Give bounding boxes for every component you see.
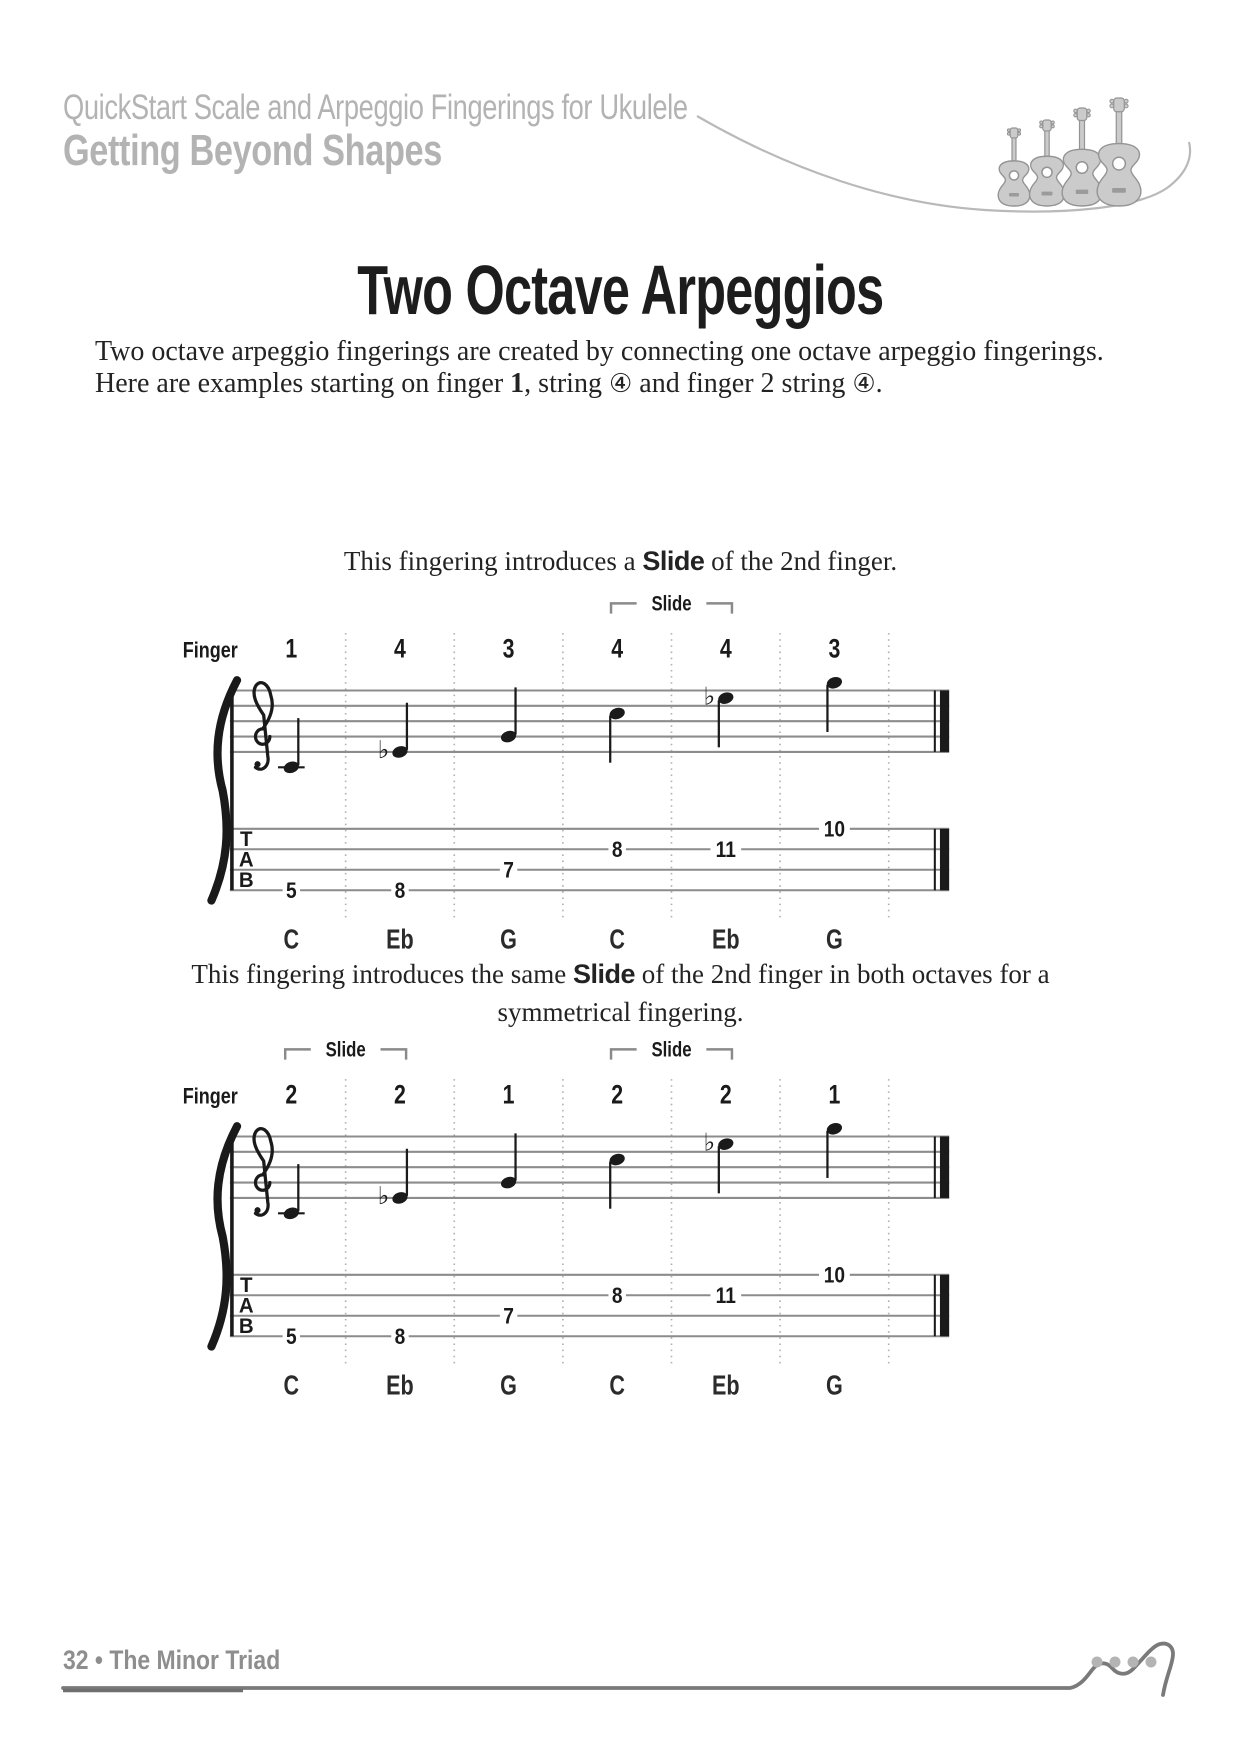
uke-bridge	[1042, 192, 1053, 196]
tab-clef: B	[238, 1314, 254, 1339]
note-name: C	[283, 1371, 300, 1402]
uke-peg	[1110, 104, 1114, 108]
uke-body	[998, 161, 1030, 206]
note-name: G	[500, 1371, 517, 1402]
uke-neck	[1012, 136, 1016, 164]
ukulele-decoration	[640, 78, 1210, 228]
bullet-icon: •	[94, 1645, 103, 1675]
uke-peg	[1124, 99, 1128, 103]
note-name: C	[283, 925, 300, 956]
intro-text: , string	[524, 368, 609, 400]
flat-icon: ♭	[377, 1181, 390, 1211]
header-subtitle-row	[63, 126, 549, 176]
page-title: Two Octave Arpeggios	[357, 251, 884, 329]
uke-bridge	[1112, 188, 1126, 193]
finger-number: 4	[394, 634, 406, 665]
treble-clef-icon	[254, 1129, 272, 1216]
flat-icon: ♭	[703, 1127, 716, 1157]
tab-clef: B	[238, 868, 254, 893]
ukulele-icon	[998, 128, 1030, 206]
finger-number: 2	[394, 1080, 406, 1111]
caption-text: This fingering introduces a	[343, 546, 643, 576]
intro-text: and finger 2 string	[632, 368, 853, 400]
uke-peg	[1040, 125, 1043, 128]
uke-peg	[1124, 104, 1128, 108]
tab-fret-number: 7	[503, 1304, 514, 1329]
finger-number: 1	[285, 634, 298, 665]
uke-peg	[1110, 99, 1114, 103]
uke-peg	[1040, 121, 1043, 124]
uke-bridge	[1076, 190, 1088, 194]
finger-number: 1	[828, 1080, 841, 1111]
uke-body	[1062, 149, 1102, 206]
uke-peg	[1018, 132, 1021, 135]
uke-peg	[1074, 113, 1077, 116]
intro-paragraph	[95, 336, 1105, 401]
uke-headstock	[1043, 120, 1051, 131]
note-name: Eb	[712, 925, 740, 956]
uke-bridge	[1009, 193, 1019, 196]
caption-text: of the 2nd finger in both octaves for a symmetrical fingering.	[497, 959, 1050, 1027]
tab-clef: A	[238, 848, 254, 872]
uke-peg	[1007, 129, 1010, 132]
note-name: G	[500, 925, 517, 956]
note-name: Eb	[712, 1371, 740, 1402]
uke-peg	[1074, 109, 1077, 112]
uke-soundhole	[1076, 162, 1088, 174]
final-barline-thick	[940, 690, 949, 751]
tab-fret-number: 5	[286, 1324, 297, 1350]
uke-headstock	[1010, 128, 1018, 138]
finger-number: 4	[611, 634, 624, 665]
book-subtitle: Getting Beyond Shapes	[63, 126, 442, 175]
uke-peg	[1007, 132, 1010, 135]
tab-fret-number: 8	[394, 878, 406, 904]
music-system-2	[168, 1034, 968, 1408]
page-title-row	[0, 250, 1241, 330]
circled-string-4-icon: ④	[608, 369, 633, 400]
uke-peg	[1087, 113, 1090, 116]
treble-clef-dot	[254, 761, 260, 767]
finger-number: 4	[719, 634, 732, 665]
tab-fret-number: 10	[823, 1263, 846, 1288]
finger-number: 1	[502, 1080, 515, 1111]
footer-swoosh	[63, 1644, 1173, 1695]
chapter-name: The Minor Triad	[109, 1645, 281, 1675]
slide-label: Slide	[651, 1038, 692, 1063]
uke-headstock	[1114, 98, 1125, 112]
footer-dot	[1146, 1657, 1157, 1668]
caption-text: This fingering introduces the same	[191, 959, 573, 989]
intro-text: .	[875, 368, 883, 400]
finger-number-bold: 1	[510, 368, 525, 400]
circled-string-4-icon: ④	[852, 369, 876, 400]
intro-text: Two octave arpeggio fingerings are created by connecting one octave arpeggio fingerings. Here are examples starting on finger	[95, 336, 1104, 400]
slide-label: Slide	[651, 592, 692, 617]
note-name: G	[826, 1371, 843, 1402]
uke-peg	[1018, 129, 1021, 132]
finger-number: 2	[611, 1080, 624, 1111]
note-name: Eb	[386, 925, 414, 956]
note-name: Eb	[386, 1371, 414, 1402]
caption-1	[0, 546, 1241, 577]
note-name: G	[826, 925, 843, 956]
final-barline-thick	[940, 829, 949, 890]
tab-fret-number: 8	[611, 837, 623, 863]
footer-decoration	[0, 1620, 1241, 1730]
book-title: QuickStart Scale and Arpeggio Fingerings for Ukulele	[63, 88, 688, 127]
finger-row-label: Finger	[182, 1084, 238, 1110]
final-barline-thick	[940, 1275, 949, 1336]
uke-peg	[1051, 125, 1054, 128]
slide-label: Slide	[325, 1038, 366, 1063]
uke-soundhole	[1042, 167, 1052, 177]
finger-number: 3	[502, 634, 515, 665]
finger-number: 2	[719, 1080, 732, 1111]
finger-row-label: Finger	[182, 638, 238, 664]
uke-body	[1030, 156, 1065, 206]
tab-fret-number: 10	[823, 817, 846, 842]
tab-fret-number: 8	[394, 1324, 406, 1350]
note-name: C	[609, 1371, 625, 1402]
final-barline-thick	[940, 1136, 949, 1197]
tab-fret-number: 8	[611, 1283, 623, 1309]
finger-number: 3	[828, 634, 841, 665]
uke-peg	[1051, 121, 1054, 124]
footer-dot	[1110, 1657, 1121, 1668]
slide-keyword: Slide	[573, 959, 636, 989]
ukulele-icon	[1030, 120, 1065, 206]
page-number: 32	[63, 1645, 89, 1675]
tab-clef: T	[240, 827, 253, 852]
ukulele-icon	[1097, 98, 1141, 206]
uke-soundhole	[1113, 157, 1126, 170]
uke-neck	[1116, 109, 1122, 147]
slide-keyword: Slide	[642, 546, 705, 576]
uke-neck	[1045, 128, 1049, 158]
note-name: C	[609, 925, 625, 956]
caption-2	[166, 956, 1076, 1032]
uke-peg	[1087, 109, 1090, 112]
treble-clef-dot	[254, 1207, 260, 1213]
tab-fret-number: 11	[715, 1283, 736, 1309]
ukulele-icon	[1062, 108, 1102, 206]
music-system-1	[168, 588, 968, 962]
tab-fret-number: 7	[503, 858, 514, 883]
uke-soundhole	[1009, 171, 1018, 180]
flat-icon: ♭	[377, 735, 390, 765]
uke-body	[1097, 144, 1141, 206]
tab-fret-number: 11	[715, 837, 736, 863]
footer-dot	[1128, 1657, 1139, 1668]
tab-clef: A	[238, 1294, 254, 1318]
treble-clef-icon	[254, 683, 272, 770]
footer-dot	[1092, 1657, 1103, 1668]
flat-icon: ♭	[703, 681, 716, 711]
uke-headstock	[1077, 108, 1087, 120]
finger-number: 2	[285, 1080, 298, 1111]
uke-neck	[1080, 118, 1085, 153]
tab-clef: T	[240, 1273, 253, 1298]
tab-fret-number: 5	[286, 878, 297, 904]
caption-text: of the 2nd finger.	[704, 546, 898, 576]
